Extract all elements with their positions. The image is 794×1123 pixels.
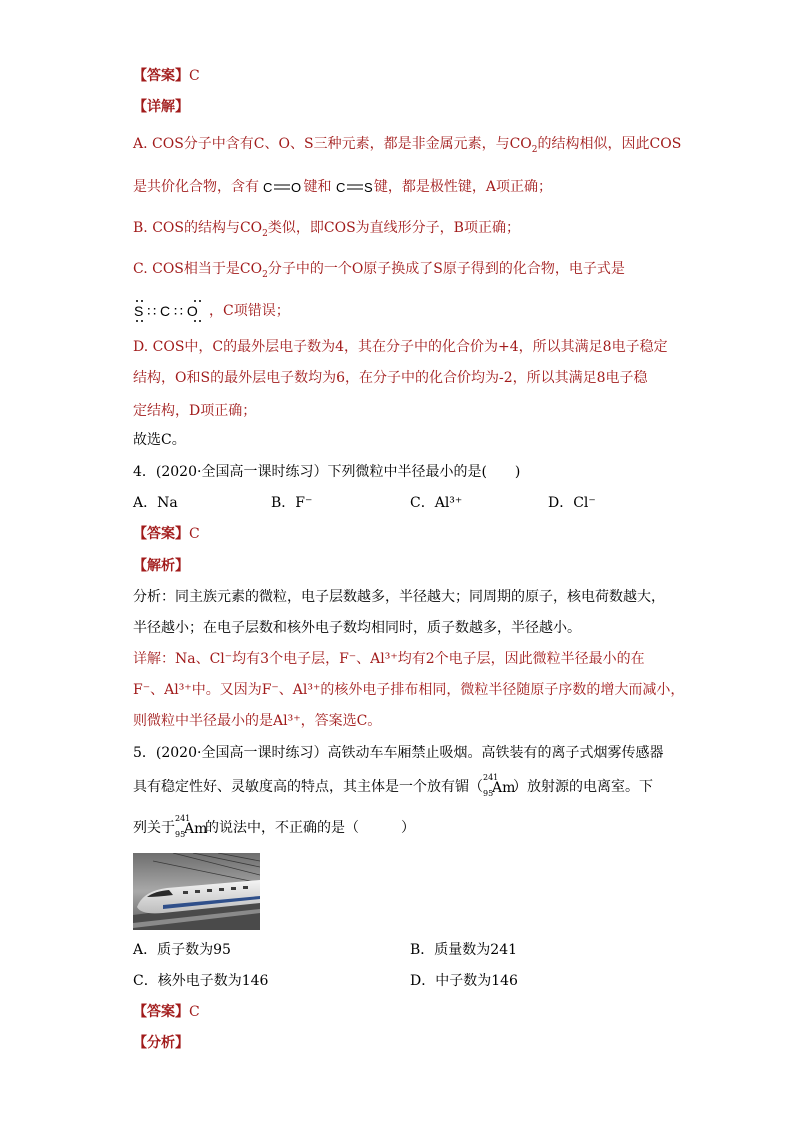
answer-tag: 【答案】 <box>133 526 189 542</box>
answer-tag: 【答案】 <box>133 68 189 84</box>
q3-option-b: B. COS的结构与$CO_2$类似，即COS为直线形分子，B项正确； <box>133 220 520 239</box>
q5-stem-line3: 列关于 241 95 Am 的说法中，不正确的是（ ） <box>133 814 415 839</box>
q5-stem-line1: 5．(2020·全国高一课时练习）高铁动车车厢禁止吸烟。高铁装有的离子式烟雾传感器 <box>133 745 664 761</box>
q3-option-a-line1: A. COS分子中含有C、O、S三种元素，都是非金属元素，与$CO_2$的结构相似，因此COS <box>133 136 682 155</box>
q3-conclusion: 故选C。 <box>133 432 186 448</box>
q5-analysis-tag: 【分析】 <box>133 1035 189 1051</box>
q3-answer <box>133 66 200 86</box>
cs-double-bond-formula <box>336 179 374 195</box>
co-double-bond-formula <box>263 179 303 195</box>
am-isotope-notation: 241 95 Am <box>483 773 516 798</box>
q4-stem: 4．(2020·全国高一课时练习）下列微粒中半径最小的是( ) <box>133 464 521 480</box>
svg-text:O: O <box>291 180 302 195</box>
q5-option-a: A．质子数为95 <box>133 942 231 958</box>
high-speed-train-photo <box>133 853 260 930</box>
q3-detail-tag: 【详解】 <box>133 99 189 115</box>
q3-option-d-line1: D. COS中，C的最外层电子数为4，其在分子中的化合价为+4，所以其满足8电子稳定 <box>133 339 668 355</box>
q4-option-d: D．Cl⁻ <box>548 495 596 511</box>
q5-stem-line2: 具有稳定性好、灵敏度高的特点，其主体是一个放有镅（ 241 95 Am ）放射源的电离室。下 <box>133 773 653 798</box>
q4-option-b: B．F⁻ <box>271 495 313 511</box>
q3-option-a-line2: 是共价化合物，含有 C O 键和 C S 键，都是极性键，A项正确； <box>133 179 553 195</box>
q4-analysis-line2: 半径越小；在电子层数和核外电子数均相同时，质子数越多，半径越小。 <box>133 620 581 636</box>
q5-answer <box>133 1002 200 1022</box>
am-isotope-notation: 241 95 Am <box>175 814 208 839</box>
svg-text:C: C <box>263 180 273 195</box>
q4-detail-line1: 详解：Na、Cl⁻均有3个电子层，F⁻、Al³⁺均有2个电子层，因此微粒半径最小的在 <box>133 651 645 667</box>
svg-text:C: C <box>335 180 346 195</box>
q4-detail-line3: 则微粒中半径最小的是Al³⁺，答案选C。 <box>133 713 382 729</box>
answer-value: C <box>189 1004 200 1020</box>
q3-option-c-line2: S ∷ C ∷ O ，C项错误； <box>133 299 290 323</box>
q4-analysis-line1: 分析：同主族元素的微粒，电子层数越多，半径越大；同周期的原子，核电荷数越大， <box>133 589 665 605</box>
q5-option-c: C．核外电子数为146 <box>133 973 269 989</box>
q4-answer <box>133 524 200 544</box>
q3-option-d-line2: 结构，O和S的最外层电子数均为6，在分子中的化合价均为-2，所以其满足8电子稳 <box>133 370 648 386</box>
q3-option-c-line1: C. COS相当于是$CO_2$分子中的一个O原子换成了S原子得到的化合物，电子式是 <box>133 261 625 280</box>
q5-option-d: D．中子数为146 <box>410 973 518 989</box>
q4-analysis-tag: 【解析】 <box>133 558 189 574</box>
q3-option-d-line3: 定结构，D项正确； <box>133 403 257 419</box>
electron-formula-text: S ∷ C ∷ O <box>134 303 198 319</box>
answer-value: C <box>189 526 200 542</box>
q4-option-c: C．Al³⁺ <box>410 495 463 511</box>
q4-option-a: A．Na <box>133 495 178 511</box>
svg-text:S: S <box>363 180 373 195</box>
q5-option-b: B．质量数为241 <box>410 942 518 958</box>
cos-electron-formula <box>133 299 209 323</box>
q4-detail-line2: F⁻、Al³⁺中。又因为F⁻、Al³⁺的核外电子排布相同，微粒半径随原子序数的增大而减小， <box>133 682 685 698</box>
answer-tag: 【答案】 <box>133 1004 189 1020</box>
answer-value: C <box>189 68 200 84</box>
